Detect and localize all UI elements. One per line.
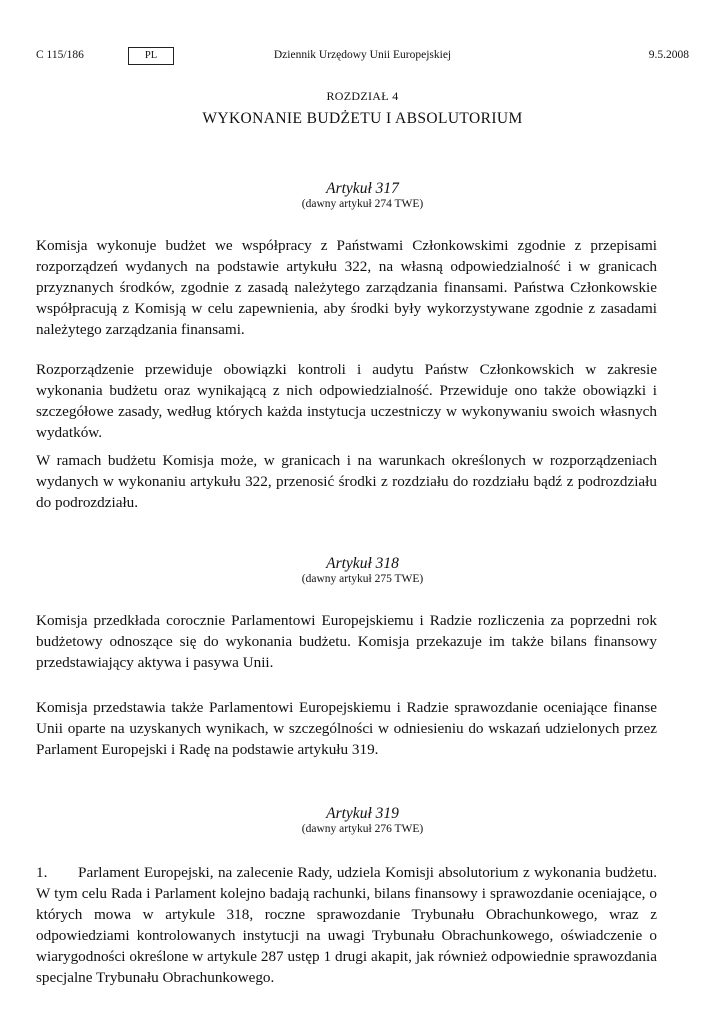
article-317-paragraph-1: Komisja wykonuje budżet we współpracy z Państwami Członkowskimi zgodnie z przepisami rozporządzeń wydanych na podstawie artykułu 322, na własną odpowiedzialność i w granicach przyznanych środków, zgodnie z zasadą należytego zarządzania finansami. Państwa Członkowskie współpracują z Komisją w celu zapewnienia, aby środki były wykorzystywane zgodnie z zasadami należytego zarządzania finansami. (36, 237, 657, 338)
article-318-former: (dawny artykuł 275 TWE) (301, 573, 424, 585)
issue-number: C 115/186 (36, 49, 84, 61)
paragraph-number: 1. (36, 864, 48, 881)
journal-title: Dziennik Urzędowy Unii Europejskiej (273, 49, 452, 61)
language-code-box: PL (128, 47, 174, 65)
article-319-former: (dawny artykuł 276 TWE) (301, 823, 424, 835)
article-319-title: Artykuł 319 (326, 805, 399, 822)
journal-header (36, 47, 689, 65)
chapter-title: WYKONANIE BUDŻETU I ABSOLUTORIUM (202, 110, 523, 127)
article-317-title: Artykuł 317 (326, 180, 399, 197)
chapter-label: ROZDZIAŁ 4 (326, 89, 399, 103)
article-319-paragraph-1: Parlament Europejski, na zalecenie Rady, udziela Komisji absolutorium z wykonania budżetu. W tym celu Rada i Parlament kolejno badają rachunki, bilans finansowy i sprawozdanie oceniające, o których mowa w artykule 318, roczne sprawozdanie Trybunału Obrachunkowego, wraz z odpowiedziami kontrolowanych instytucji na uwagi Trybunału Obrachunkowego, oświadczenie o wiarygodności określone w artykule 287 ustęp 1 drugi akapit, jak również odpowiednie sprawozdania specjalne Trybunału Obrachunkowego. (36, 864, 657, 986)
article-318-paragraph-2: Komisja przedstawia także Parlamentowi Europejskiemu i Radzie sprawozdanie oceniające finanse Unii oparte na uzyskanych wynikach, w szczególności w odniesieniu do wskazań udzielonych przez Parlament Europejski i Radę na podstawie artykułu 319. (36, 699, 657, 758)
article-318-paragraph-1: Komisja przedkłada corocznie Parlamentowi Europejskiemu i Radzie rozliczenia za poprzedni rok budżetowy odnoszące się do wykonania budżetu. Komisja przekazuje im także bilans finansowy przedstawiający aktywa i pasywa Unii. (36, 612, 657, 671)
article-317-paragraph-2: Rozporządzenie przewiduje obowiązki kontroli i audytu Państw Członkowskich w zakresie wykonania budżetu oraz wynikającą z nich odpowiedzialność. Przewiduje ono także obowiązki i szczegółowe zasady, według których każda instytucja uczestniczy w wykonywaniu swoich własnych wydatków. (36, 361, 657, 441)
publication-date: 9.5.2008 (648, 49, 689, 61)
article-317-paragraph-3: W ramach budżetu Komisja może, w granicach i na warunkach określonych w rozporządzeniach wydanych w wykonaniu artykułu 322, przenosić środki z rozdziału do rozdziału bądź z podrozdziału do podrozdziału. (36, 452, 657, 511)
article-318-title: Artykuł 318 (326, 555, 399, 572)
article-317-former: (dawny artykuł 274 TWE) (301, 198, 424, 210)
